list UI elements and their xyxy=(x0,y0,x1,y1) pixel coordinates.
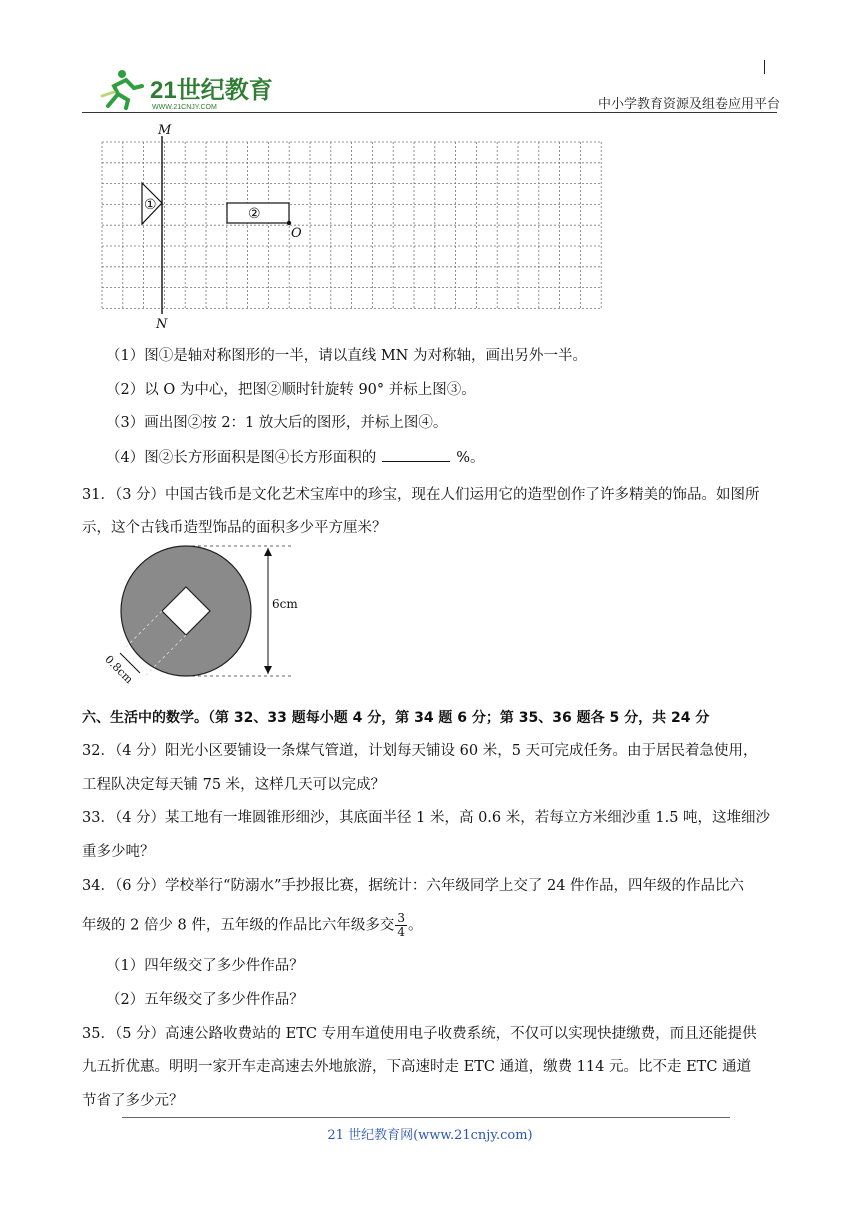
q30-part-4-text: （4）图②长方形面积是图④长方形面积的 xyxy=(106,450,377,466)
runner-icon xyxy=(102,70,142,108)
footer-rule xyxy=(122,1117,730,1118)
q34-line-2-end: 。 xyxy=(408,917,423,934)
q34-line-2 xyxy=(82,912,423,939)
header-rule xyxy=(82,112,777,113)
answer-blank[interactable] xyxy=(382,447,450,462)
footer-link[interactable]: 21 世纪教育网(www.21cnjy.com) xyxy=(327,1128,533,1143)
q35-line-1: 35．（5 分）高速公路收费站的 ETC 专用车道使用电子收费系统，不仅可以实现快捷缴费，而且还能提供 xyxy=(82,1026,757,1042)
q31-line-1: 31．（3 分）中国古钱币是文化艺术宝库中的珍宝，现在人们运用它的造型创作了许多精美的饰品。如图所 xyxy=(82,487,760,503)
point-o xyxy=(287,221,291,225)
q30-part-4 xyxy=(106,447,485,468)
q32-line-2: 工程队决定每天铺 75 米，这样几天可以完成？ xyxy=(82,777,386,793)
fraction-numerator: 3 xyxy=(397,911,406,925)
q34-line-1: 34．（6 分）学校举行“防溺水”手抄报比赛，据统计：六年级同学上交了 24 件作品，四年级的作品比六 xyxy=(82,878,745,894)
platform-name: 中小学教育资源及组卷应用平台 xyxy=(597,97,780,112)
dotted-grid xyxy=(102,142,601,308)
fraction-three-quarters xyxy=(395,912,407,939)
q35-line-3: 节省了多少元？ xyxy=(82,1093,184,1109)
label-m: M xyxy=(158,123,172,138)
fraction-denominator: 4 xyxy=(397,925,406,939)
q34-part-2: （2）五年级交了多少件作品？ xyxy=(106,992,304,1008)
q32-line-1: 32．（4 分）阳光小区要铺设一条煤气管道，计划每天铺设 60 米，5 天可完成任务。由于居民着急使用， xyxy=(82,743,758,759)
q30-part-3: （3）画出图②按 2：1 放大后的图形，并标上图④。 xyxy=(106,415,448,431)
grid-figure xyxy=(96,118,608,334)
site-logo xyxy=(100,66,275,112)
q30-part-2: （2）以 O 为中心，把图②顺时针旋转 90° 并标上图③。 xyxy=(106,382,476,398)
q35-line-2: 九五折优惠。明明一家开车走高速去外地旅游，下高速时走 ETC 通道，缴费 114 元。比不走 ETC 通道 xyxy=(82,1059,752,1075)
shape-1-label: ① xyxy=(144,197,157,213)
q33-line-2: 重多少吨？ xyxy=(82,844,155,860)
section-6-heading: 六、生活中的数学。（第 32、33 题每小题 4 分，第 34 题 6 分；第 35、36 题各 5 分，共 24 分 xyxy=(82,710,710,726)
label-n: N xyxy=(156,317,168,332)
dim-0.8cm: 0.8cm xyxy=(102,652,136,687)
q31-line-2: 示，这个古钱币造型饰品的面积多少平方厘米？ xyxy=(82,520,387,536)
dim-6cm: 6cm xyxy=(272,597,298,611)
coin-figure xyxy=(96,540,316,696)
q34-part-1: （1）四年级交了多少件作品？ xyxy=(106,958,304,974)
q33-line-1: 33．（4 分）某工地有一堆圆锥形细沙，其底面半径 1 米，高 0.6 米，若每立方米细沙重 1.5 吨，这堆细沙 xyxy=(82,810,771,826)
q30-part-1: （1）图①是轴对称图形的一半，请以直线 MN 为对称轴，画出另外一半。 xyxy=(106,348,587,364)
label-o: O xyxy=(291,226,302,241)
svg-text:21世纪教育: 21世纪教育 xyxy=(150,77,273,104)
q30-part-4-unit: %。 xyxy=(456,450,485,466)
q34-line-2-text: 年级的 2 倍少 8 件，五年级的作品比六年级多交 xyxy=(82,917,395,934)
svg-text:WWW.21CNJY.COM: WWW.21CNJY.COM xyxy=(152,104,217,111)
header-tick xyxy=(764,60,765,74)
shape-2-label: ② xyxy=(248,206,261,222)
